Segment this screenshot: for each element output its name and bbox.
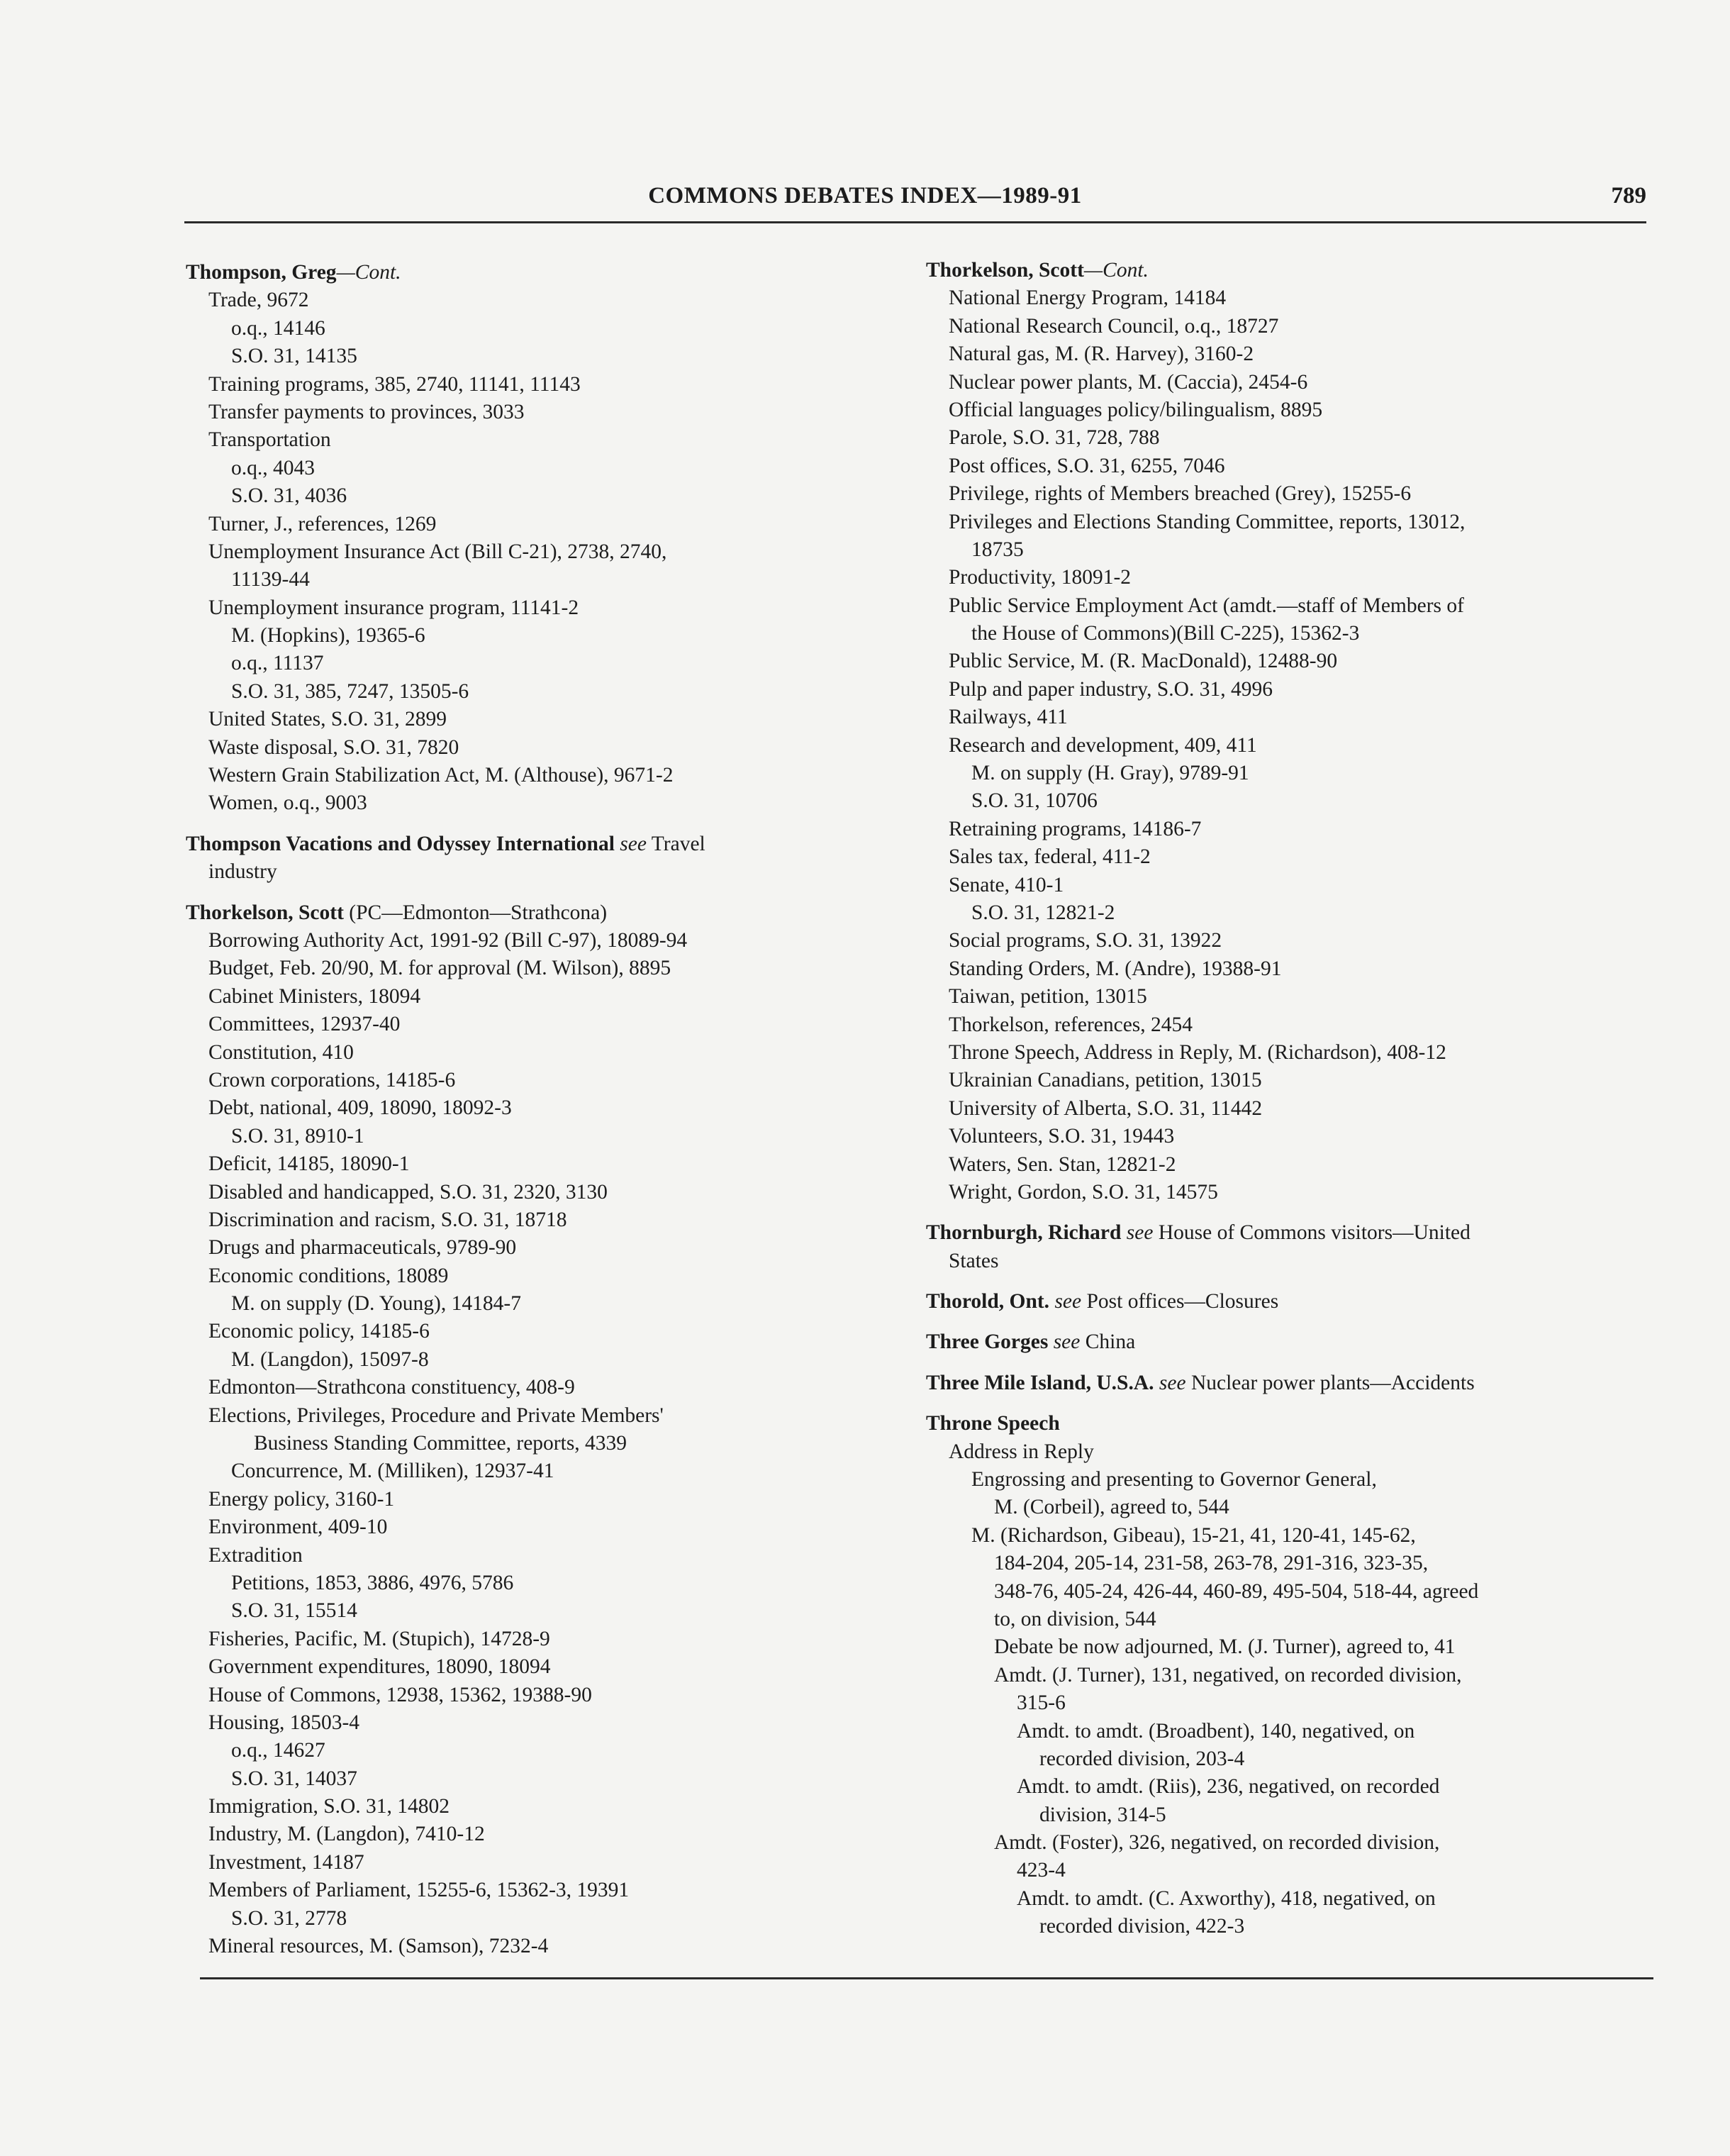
index-entry — [949, 1067, 1656, 1094]
index-entry — [231, 315, 895, 343]
index-entry — [1039, 1801, 1656, 1829]
index-entry-text: M. (Hopkins), 19365-6 — [231, 624, 425, 648]
index-entry-text: Throne Speech, Address in Reply, M. (Richardson), 408-12 — [949, 1040, 1446, 1064]
index-entry — [949, 480, 1656, 508]
index-entry-text: Standing Orders, M. (Andre), 19388-91 — [949, 957, 1282, 980]
index-entry-text: S.O. 31, 14135 — [231, 345, 357, 368]
index-entry-text: recorded division, 203-4 — [1039, 1747, 1245, 1770]
index-entry-text: S.O. 31, 385, 7247, 13505-6 — [231, 679, 469, 703]
footer-rule — [200, 1977, 1653, 1979]
index-heading — [926, 1410, 1656, 1438]
index-entry — [971, 787, 1656, 815]
index-entry — [208, 1877, 895, 1904]
index-entry — [949, 1438, 1656, 1466]
index-entry-text: United States, S.O. 31, 2899 — [208, 708, 447, 731]
index-entry — [208, 538, 895, 566]
index-entry — [1039, 1913, 1656, 1940]
page-number: 789 — [1611, 183, 1646, 209]
index-entry — [208, 511, 895, 538]
index-entry — [208, 1682, 895, 1709]
index-entry — [949, 704, 1656, 731]
index-entry — [208, 1849, 895, 1877]
entry-gap — [926, 1357, 1656, 1369]
index-entry-text: S.O. 31, 2778 — [231, 1906, 347, 1930]
index-entry-text: House of Commons, 12938, 15362, 19388-90 — [208, 1683, 592, 1706]
index-entry-text: industry — [208, 860, 277, 884]
index-entry-text: Official languages policy/bilingualism, 8895 — [949, 398, 1323, 421]
index-entry — [971, 620, 1656, 648]
index-heading — [186, 899, 895, 927]
index-entry-text: M. (Langdon), 15097-8 — [231, 1348, 429, 1371]
index-entry — [994, 1829, 1656, 1857]
index-entry-text: Constitution, 410 — [208, 1040, 354, 1064]
index-entry-text: Members of Parliament, 15255-6, 15362-3, 19391 — [208, 1879, 630, 1902]
index-entry-text: S.O. 31, 14037 — [231, 1767, 357, 1790]
index-entry — [208, 1709, 895, 1737]
index-entry-text: House of Commons visitors—United — [1153, 1221, 1470, 1245]
index-entry-text: Environment, 409-10 — [208, 1516, 388, 1539]
index-entry — [208, 1374, 895, 1401]
index-entry — [994, 1494, 1656, 1521]
index-entry — [949, 843, 1656, 871]
index-entry-text: Amdt. to amdt. (Broadbent), 140, negatived, on — [1017, 1719, 1415, 1743]
index-entry — [231, 343, 895, 370]
index-heading-text: Thorold, Ont. — [926, 1290, 1050, 1313]
entry-gap — [186, 818, 895, 830]
index-heading-text: Throne Speech — [926, 1412, 1060, 1435]
index-entry — [208, 1402, 895, 1430]
index-entry-text: Amdt. to amdt. (C. Axworthy), 418, negatived, on — [1017, 1886, 1436, 1910]
index-heading — [186, 830, 895, 858]
index-entry — [949, 313, 1656, 340]
index-entry — [208, 1234, 895, 1262]
index-heading-text: Thorkelson, Scott — [926, 259, 1084, 282]
index-entry — [1017, 1885, 1656, 1913]
index-entry — [971, 1466, 1656, 1494]
index-entry — [949, 1095, 1656, 1123]
index-heading — [926, 1369, 1656, 1397]
index-entry-text: o.q., 14146 — [231, 316, 325, 340]
index-entry — [208, 426, 895, 454]
index-entry-text: Debt, national, 409, 18090, 18092-3 — [208, 1096, 512, 1120]
index-entry-text: Travel — [646, 832, 705, 855]
index-entry-text: Drugs and pharmaceuticals, 9789-90 — [208, 1236, 517, 1260]
index-entry — [208, 371, 895, 399]
index-entry — [1017, 1773, 1656, 1801]
entry-gap — [926, 1275, 1656, 1288]
index-entry — [949, 1248, 1656, 1275]
index-entry — [208, 762, 895, 789]
index-entry-text: o.q., 11137 — [231, 652, 324, 675]
index-italic-text: see — [1049, 1290, 1082, 1313]
index-entry — [208, 1318, 895, 1345]
index-entry-text: Nuclear power plants, M. (Caccia), 2454-6 — [949, 370, 1308, 394]
index-entry — [1017, 1689, 1656, 1717]
index-entry — [208, 927, 895, 955]
index-entry — [208, 1793, 895, 1821]
index-entry — [208, 983, 895, 1011]
index-entry-text: Edmonton—Strathcona constituency, 408-9 — [208, 1376, 575, 1399]
right-column — [926, 257, 1656, 1941]
index-entry — [949, 816, 1656, 843]
index-entry-text: Investment, 14187 — [208, 1850, 364, 1874]
index-entry-text: 18735 — [971, 538, 1024, 561]
index-entry — [208, 1094, 895, 1122]
index-entry — [971, 899, 1656, 927]
index-entry — [949, 676, 1656, 704]
index-entry-text: S.O. 31, 4036 — [231, 484, 347, 508]
index-entry-text: Volunteers, S.O. 31, 19443 — [949, 1125, 1175, 1148]
left-column — [186, 259, 895, 1960]
index-entry-text: Amdt. (Foster), 326, negatived, on recorded division, — [994, 1831, 1440, 1855]
index-entry-text: Elections, Privileges, Procedure and Private Members' — [208, 1404, 664, 1427]
index-heading-text: Three Gorges — [926, 1330, 1049, 1354]
index-entry-text: 11139-44 — [231, 568, 310, 591]
index-heading — [186, 259, 895, 287]
index-entry — [208, 399, 895, 426]
index-entry — [208, 1179, 895, 1206]
index-entry-text: Trade, 9672 — [208, 289, 309, 312]
index-entry-text: Unemployment insurance program, 11141-2 — [208, 596, 579, 619]
index-entry-text: Concurrence, M. (Milliken), 12937-41 — [231, 1460, 554, 1483]
index-entry — [971, 760, 1656, 787]
index-entry-text: Privilege, rights of Members breached (Grey), 15255-6 — [949, 482, 1412, 506]
index-entry-text: Extradition — [208, 1543, 303, 1567]
index-heading-text: Thompson Vacations and Odyssey International — [186, 832, 615, 855]
index-entry-text: Economic conditions, 18089 — [208, 1264, 449, 1287]
index-entry-text: Training programs, 385, 2740, 11141, 11143 — [208, 372, 581, 396]
index-entry — [208, 789, 895, 817]
index-entry-text: Immigration, S.O. 31, 14802 — [208, 1795, 450, 1818]
index-entry-text: (PC—Edmonton—Strathcona) — [343, 901, 608, 924]
index-entry — [231, 1905, 895, 1933]
index-entry — [208, 1039, 895, 1067]
index-entry-text: o.q., 14627 — [231, 1739, 325, 1762]
index-italic-text: see — [614, 832, 647, 855]
index-entry-text: Post offices, S.O. 31, 6255, 7046 — [949, 454, 1225, 477]
index-entry-text: 348-76, 405-24, 426-44, 460-89, 495-504, 518-44, agreed — [994, 1579, 1479, 1603]
index-entry-text: Post offices—Closures — [1081, 1290, 1279, 1313]
index-entry-text: 315-6 — [1017, 1691, 1066, 1715]
index-entry — [208, 1206, 895, 1234]
index-entry-text: Women, o.q., 9003 — [208, 791, 367, 815]
index-entry — [971, 1522, 1656, 1550]
index-entry — [949, 452, 1656, 480]
index-entry-text: 184-204, 205-14, 231-58, 263-78, 291-316, 323-35, — [994, 1552, 1429, 1575]
index-entry — [949, 592, 1656, 620]
index-entry-text: Transportation — [208, 428, 331, 452]
index-entry-text: Unemployment Insurance Act (Bill C-21), 2738, 2740, — [208, 540, 667, 563]
index-entry-text: Taiwan, petition, 13015 — [949, 985, 1147, 1008]
index-entry — [949, 564, 1656, 591]
index-entry-text: Engrossing and presenting to Governor General, — [971, 1468, 1377, 1491]
index-entry-text: to, on division, 544 — [994, 1607, 1156, 1630]
index-italic-text: see — [1154, 1371, 1186, 1394]
index-entry — [231, 1346, 895, 1374]
index-entry — [208, 594, 895, 622]
index-entry — [994, 1662, 1656, 1689]
index-entry-text: S.O. 31, 15514 — [231, 1599, 357, 1623]
index-entry-text: Disabled and handicapped, S.O. 31, 2320, 3130 — [208, 1180, 608, 1204]
index-entry-text: M. (Corbeil), agreed to, 544 — [994, 1496, 1229, 1519]
index-entry — [949, 983, 1656, 1011]
index-italic-text: —Cont. — [1083, 259, 1149, 282]
index-heading — [926, 1328, 1656, 1356]
index-entry-text: Government expenditures, 18090, 18094 — [208, 1655, 551, 1679]
index-entry — [231, 566, 895, 594]
index-heading-text: Thorkelson, Scott — [186, 901, 344, 924]
index-entry-text: Nuclear power plants—Accidents — [1185, 1371, 1475, 1394]
index-entry — [208, 1262, 895, 1290]
index-entry-text: Debate be now adjourned, M. (J. Turner), agreed to, 41 — [994, 1635, 1456, 1659]
index-entry — [994, 1578, 1656, 1606]
index-entry-text: Borrowing Authority Act, 1991-92 (Bill C-97), 18089-94 — [208, 928, 688, 952]
entry-gap — [926, 1397, 1656, 1410]
index-entry — [949, 1011, 1656, 1039]
index-entry-text: Social programs, S.O. 31, 13922 — [949, 929, 1222, 952]
index-entry — [231, 1737, 895, 1765]
index-entry — [949, 1123, 1656, 1150]
page-title: COMMONS DEBATES INDEX—1989-91 — [648, 183, 1082, 209]
index-entry — [949, 509, 1656, 536]
index-entry-text: Waste disposal, S.O. 31, 7820 — [208, 735, 459, 759]
index-entry — [1017, 1857, 1656, 1884]
index-entry — [949, 1151, 1656, 1179]
index-entry-text: Natural gas, M. (R. Harvey), 3160-2 — [949, 343, 1254, 366]
index-entry-text: Railways, 411 — [949, 706, 1068, 729]
index-entry-text: the House of Commons)(Bill C-225), 15362-3 — [971, 622, 1360, 645]
index-entry-text: Productivity, 18091-2 — [949, 566, 1132, 589]
index-entry-text: recorded division, 422-3 — [1039, 1915, 1245, 1938]
index-entry — [949, 1039, 1656, 1067]
index-entry-text: Privileges and Elections Standing Committee, reports, 13012, — [949, 510, 1466, 533]
entry-gap — [186, 887, 895, 899]
index-entry — [971, 536, 1656, 564]
index-entry-text: Business Standing Committee, reports, 4339 — [254, 1432, 627, 1455]
index-entry-text: 423-4 — [1017, 1859, 1066, 1882]
index-entry-text: Amdt. to amdt. (Riis), 236, negatived, on recorded — [1017, 1775, 1440, 1799]
index-entry — [949, 340, 1656, 368]
index-entry — [949, 1179, 1656, 1206]
index-entry-text: M. on supply (H. Gray), 9789-91 — [971, 762, 1249, 785]
index-entry — [949, 424, 1656, 452]
index-entry-text: Energy policy, 3160-1 — [208, 1487, 395, 1511]
index-entry-text: University of Alberta, S.O. 31, 11442 — [949, 1096, 1263, 1120]
index-entry — [994, 1606, 1656, 1633]
index-entry — [231, 455, 895, 482]
index-entry-text: Research and development, 409, 411 — [949, 733, 1257, 757]
index-entry-text: States — [949, 1249, 999, 1272]
index-heading — [926, 257, 1656, 284]
index-entry-text: Address in Reply — [949, 1440, 1094, 1463]
index-entry-text: Economic policy, 14185-6 — [208, 1320, 430, 1343]
index-entry-text: Cabinet Ministers, 18094 — [208, 984, 421, 1008]
index-entry — [208, 287, 895, 314]
index-entry-text: Deficit, 14185, 18090-1 — [208, 1152, 410, 1176]
index-entry — [949, 872, 1656, 899]
index-entry-text: Senate, 410-1 — [949, 873, 1064, 896]
index-entry-text: Pulp and paper industry, S.O. 31, 4996 — [949, 677, 1273, 701]
index-entry-text: Fisheries, Pacific, M. (Stupich), 14728-9 — [208, 1627, 550, 1650]
index-entry-text: S.O. 31, 10706 — [971, 789, 1098, 813]
entry-gap — [926, 1206, 1656, 1219]
index-entry-text: National Research Council, o.q., 18727 — [949, 314, 1279, 338]
index-entry — [254, 1430, 895, 1457]
index-entry — [1039, 1745, 1656, 1773]
index-entry-text: National Energy Program, 14184 — [949, 287, 1227, 310]
index-entry-text: Sales tax, federal, 411-2 — [949, 845, 1151, 869]
index-entry — [208, 1933, 895, 1960]
index-entry-text: Public Service Employment Act (amdt.—staff of Members of — [949, 594, 1464, 617]
index-entry — [949, 927, 1656, 955]
index-entry — [208, 1513, 895, 1541]
index-entry — [949, 369, 1656, 396]
index-entry-text: Turner, J., references, 1269 — [208, 512, 437, 535]
index-entry — [949, 396, 1656, 424]
index-entry — [208, 858, 895, 886]
index-entry-text: Transfer payments to provinces, 3033 — [208, 400, 525, 423]
index-entry-text: Mineral resources, M. (Samson), 7232-4 — [208, 1935, 549, 1958]
entry-gap — [926, 1316, 1656, 1328]
index-entry — [949, 648, 1656, 675]
index-entry — [231, 1123, 895, 1150]
header-rule — [184, 221, 1646, 223]
index-entry — [231, 1765, 895, 1793]
index-entry-text: Crown corporations, 14185-6 — [208, 1068, 456, 1091]
index-entry-text: Petitions, 1853, 3886, 4976, 5786 — [231, 1571, 514, 1594]
index-entry-text: division, 314-5 — [1039, 1803, 1166, 1826]
index-entry — [1017, 1718, 1656, 1745]
index-entry — [231, 650, 895, 677]
index-entry — [994, 1633, 1656, 1661]
index-entry — [949, 955, 1656, 983]
index-heading — [926, 1288, 1656, 1316]
index-entry — [208, 734, 895, 762]
index-entry-text: Discrimination and racism, S.O. 31, 18718 — [208, 1208, 567, 1231]
index-entry — [949, 732, 1656, 760]
index-heading-text: Three Mile Island, U.S.A. — [926, 1371, 1154, 1394]
index-entry — [208, 1653, 895, 1681]
index-entry — [208, 955, 895, 982]
index-italic-text: see — [1121, 1221, 1154, 1245]
index-entry-text: Wright, Gordon, S.O. 31, 14575 — [949, 1180, 1218, 1204]
index-entry-text: Western Grain Stabilization Act, M. (Althouse), 9671-2 — [208, 764, 674, 787]
index-entry — [208, 1542, 895, 1569]
index-entry — [208, 1486, 895, 1513]
index-entry-text: Budget, Feb. 20/90, M. for approval (M. Wilson), 8895 — [208, 957, 671, 980]
index-entry — [208, 706, 895, 733]
index-entry-text: Waters, Sen. Stan, 12821-2 — [949, 1152, 1176, 1176]
index-entry-text: China — [1080, 1330, 1136, 1354]
index-entry-text: Parole, S.O. 31, 728, 788 — [949, 426, 1160, 450]
index-heading — [926, 1219, 1656, 1247]
index-entry-text: M. on supply (D. Young), 14184-7 — [231, 1292, 521, 1316]
index-italic-text: —Cont. — [336, 261, 401, 284]
index-entry-text: S.O. 31, 8910-1 — [231, 1124, 364, 1148]
index-entry-text: Thorkelson, references, 2454 — [949, 1013, 1193, 1036]
index-entry — [208, 1626, 895, 1653]
index-entry — [994, 1550, 1656, 1577]
index-entry — [231, 482, 895, 510]
index-entry-text: Housing, 18503-4 — [208, 1711, 360, 1734]
index-entry-text: Industry, M. (Langdon), 7410-12 — [208, 1823, 485, 1846]
index-entry — [231, 1597, 895, 1625]
index-entry-text: M. (Richardson, Gibeau), 15-21, 41, 120-41, 145-62, — [971, 1523, 1416, 1547]
index-entry-text: Amdt. (J. Turner), 131, negatived, on recorded division, — [994, 1663, 1462, 1687]
index-entry — [208, 1067, 895, 1094]
index-entry — [949, 284, 1656, 312]
index-entry-text: Ukrainian Canadians, petition, 13015 — [949, 1069, 1262, 1092]
index-entry-text: Committees, 12937-40 — [208, 1013, 401, 1036]
index-heading-text: Thompson, Greg — [186, 261, 337, 284]
index-entry — [208, 1821, 895, 1848]
index-entry-text: Retraining programs, 14186-7 — [949, 817, 1202, 840]
index-entry — [208, 1150, 895, 1178]
index-entry — [231, 1457, 895, 1485]
index-entry — [231, 1290, 895, 1318]
index-entry-text: Public Service, M. (R. MacDonald), 12488-90 — [949, 650, 1338, 673]
index-heading-text: Thornburgh, Richard — [926, 1221, 1122, 1245]
index-entry-text: o.q., 4043 — [231, 456, 315, 479]
index-entry — [231, 1569, 895, 1597]
index-entry — [231, 678, 895, 706]
index-entry — [231, 622, 895, 650]
index-entry-text: S.O. 31, 12821-2 — [971, 901, 1115, 924]
index-entry — [208, 1011, 895, 1038]
index-italic-text: see — [1048, 1330, 1081, 1354]
